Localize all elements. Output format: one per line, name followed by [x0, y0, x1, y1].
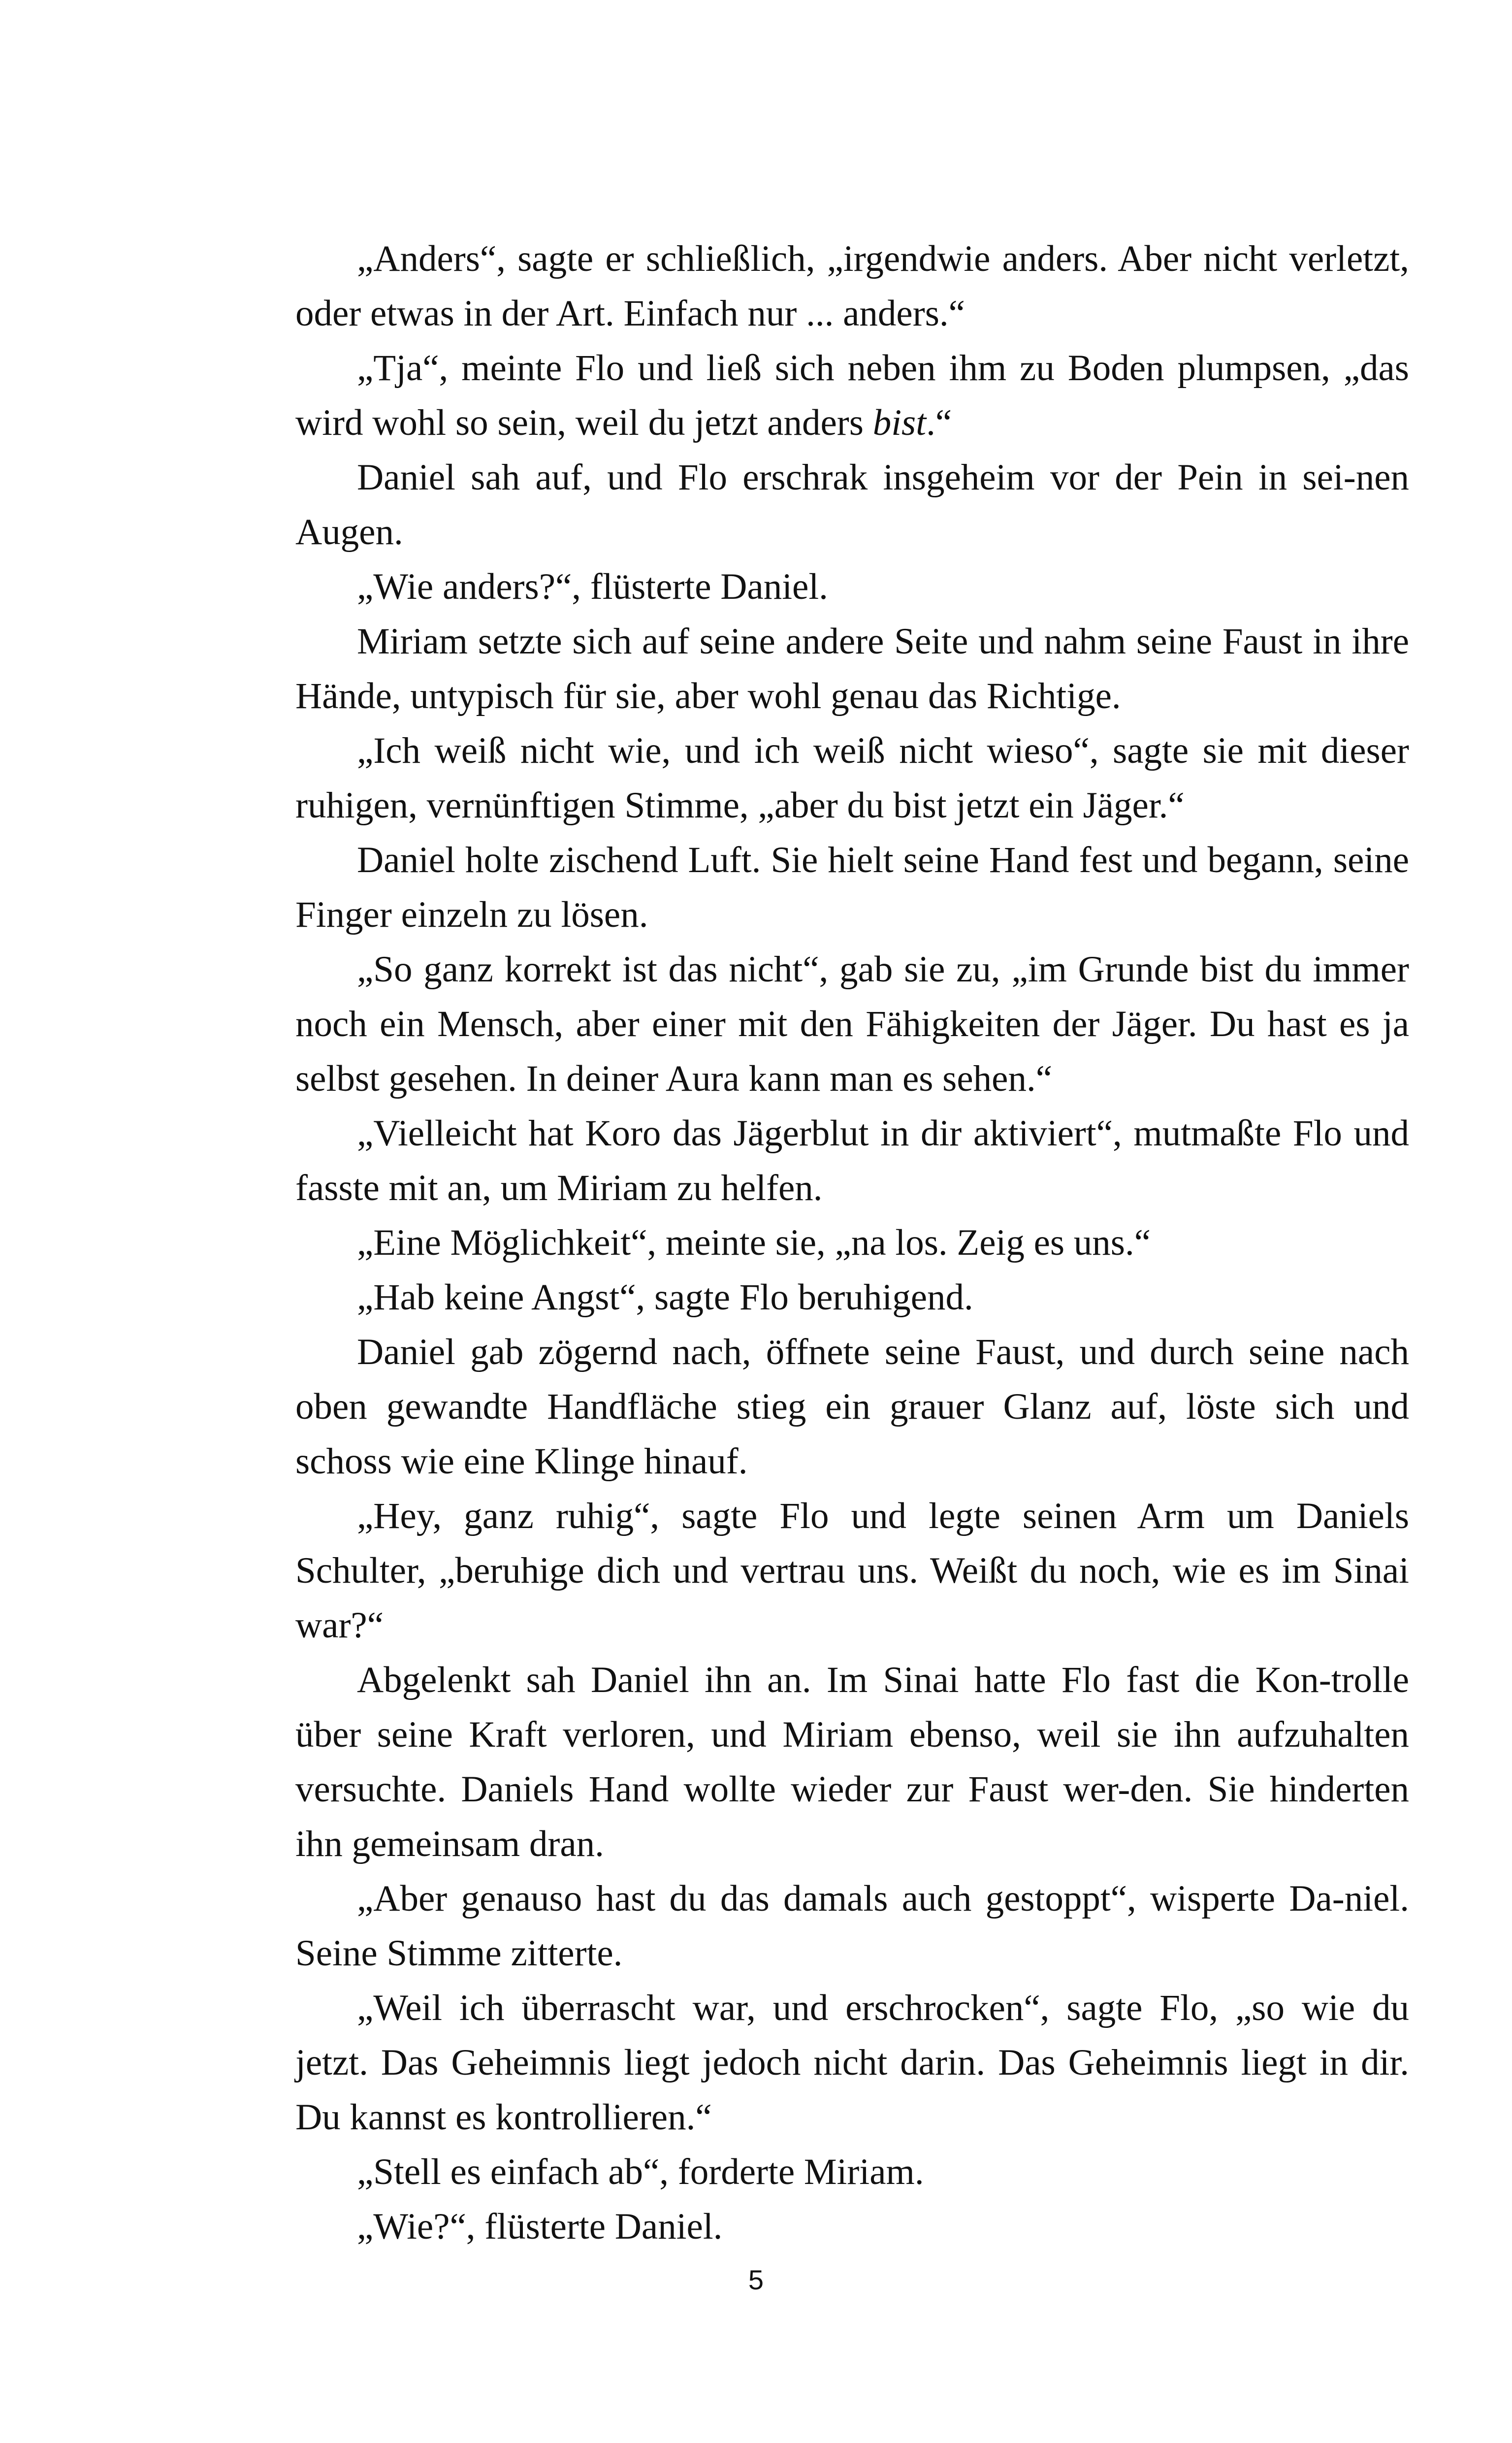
paragraph: Abgelenkt sah Daniel ihn an. Im Sinai hatte Flo fast die Kon-trolle über seine Kraft verloren, und Miriam ebenso, weil sie ihn aufzuhalten versuchte. Daniels Hand wollte wieder zur Faust wer-den. Sie hinderten ihn gemeinsam dran. [295, 1660, 1409, 1864]
paragraph: „Eine Möglichkeit“, meinte sie, „na los. Zeig es uns.“ [357, 1222, 1151, 1263]
paragraph-tail: .“ [926, 402, 952, 443]
paragraph: „Vielleicht hat Koro das Jägerblut in dir aktiviert“, mutmaßte Flo und fasste mit an, um Miriam zu helfen. [295, 1113, 1409, 1208]
paragraph: „Aber genauso hast du das damals auch gestoppt“, wisperte Da-niel. Seine Stimme zitterte. [295, 1878, 1409, 1974]
paragraph-text: „Tja“, meinte Flo und ließ sich neben ihm zu Boden plumpsen, „das wird wohl so sein, weil du jetzt anders [295, 348, 1409, 443]
paragraph: „Anders“, sagte er schließlich, „irgendwie anders. Aber nicht verletzt, oder etwas in der Art. Einfach nur ... anders.“ [295, 238, 1409, 334]
paragraph: Miriam setzte sich auf seine andere Seite und nahm seine Faust in ihre Hände, untypisch für sie, aber wohl genau das Richtige. [295, 621, 1409, 717]
paragraph: „Wie anders?“, flüsterte Daniel. [357, 566, 828, 607]
paragraph: Daniel holte zischend Luft. Sie hielt seine Hand fest und begann, seine Finger einzeln zu lösen. [295, 840, 1409, 935]
paragraph [295, 341, 1409, 450]
paragraph: Daniel gab zögernd nach, öffnete seine Faust, und durch seine nach oben gewandte Handfläche stieg ein grauer Glanz auf, löste sich und schoss wie eine Klinge hinauf. [295, 1332, 1409, 1482]
paragraph: „Hey, ganz ruhig“, sagte Flo und legte seinen Arm um Daniels Schulter, „beruhige dich und vertrau uns. Weißt du noch, wie es im Sinai war?“ [295, 1496, 1409, 1646]
paragraph: „Ich weiß nicht wie, und ich weiß nicht wieso“, sagte sie mit dieser ruhigen, vernünftigen Stimme, „aber du bist jetzt ein Jäger.“ [295, 730, 1409, 826]
paragraph: „Hab keine Angst“, sagte Flo beruhigend. [357, 1277, 973, 1318]
paragraph: „Stell es einfach ab“, forderte Miriam. [357, 2151, 924, 2192]
paragraph: „So ganz korrekt ist das nicht“, gab sie zu, „im Grunde bist du immer noch ein Mensch, aber einer mit den Fähigkeiten der Jäger. Du hast es ja selbst gesehen. In deiner Aura kann man es sehen.“ [295, 949, 1409, 1099]
paragraph: „Wie?“, flüsterte Daniel. [357, 2206, 723, 2247]
italic-word: bist [872, 402, 927, 443]
body-text [295, 231, 1409, 2254]
paragraph: Daniel sah auf, und Flo erschrak insgeheim vor der Pein in sei-nen Augen. [295, 457, 1409, 553]
paragraph: „Weil ich überrascht war, und erschrocken“, sagte Flo, „so wie du jetzt. Das Geheimnis liegt jedoch nicht darin. Das Geheimnis liegt in dir. Du kannst es kontrollieren.“ [295, 1987, 1409, 2138]
page-number: 5 [748, 2264, 764, 2295]
